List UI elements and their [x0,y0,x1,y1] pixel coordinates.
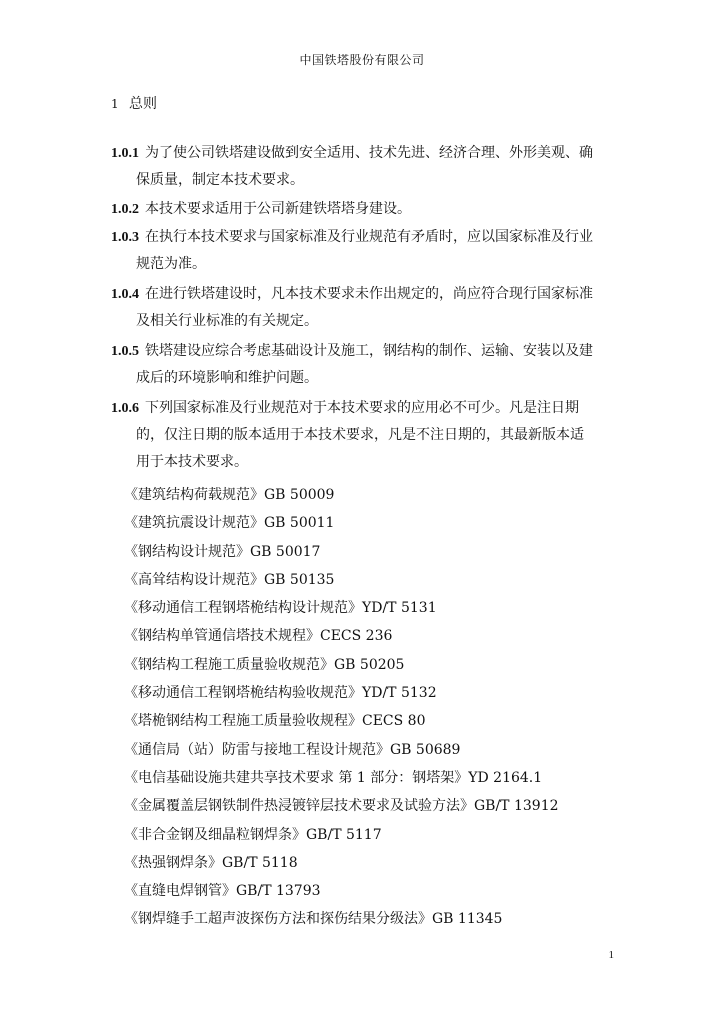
clause-line [111,140,613,167]
reference-item: 《直缝电焊钢管》GB/T 13793 [124,883,321,900]
reference-item: 《通信局（站）防雷与接地工程设计规范》GB 50689 [124,741,461,758]
clause-1-0-1 [111,140,613,194]
reference-item: 《建筑抗震设计规范》GB 50011 [124,515,335,532]
clause-text: 为了使公司铁塔建设做到安全适用、技术先进、经济合理、外形美观、确 [145,145,593,161]
clause-text: 铁塔建设应综合考虑基础设计及施工，钢结构的制作、运输、安装以及建 [145,343,593,359]
reference-list [124,481,559,934]
clause-number: 1.0.3 [111,230,139,245]
reference-item: 《钢结构工程施工质量验收规范》GB 50205 [124,656,405,673]
clause-text: 本技术要求适用于公司新建铁塔塔身建设。 [145,201,411,217]
clause-number: 1.0.4 [111,287,139,302]
chapter-number: 1 [111,97,119,111]
reference-item: 《移动通信工程钢塔桅结构设计规范》YD/T 5131 [124,600,437,617]
reference-item: 《金属覆盖层钢铁制件热浸镀锌层技术要求及试验方法》GB/T 13912 [124,798,559,815]
clause-1-0-5 [111,338,613,392]
clause-line [111,196,613,223]
clause-text: 在执行本技术要求与国家标准及行业规范有矛盾时，应以国家标准及行业 [145,229,593,245]
clause-line: 保质量，制定本技术要求。 [136,172,304,188]
clause-line: 成后的环境影响和维护问题。 [136,370,318,386]
reference-item: 《非合金钢及细晶粒钢焊条》GB/T 5117 [124,826,382,843]
reference-item: 《钢焊缝手工超声波探伤方法和探伤结果分级法》GB 11345 [124,911,503,928]
clause-1-0-4 [111,281,613,335]
clause-text: 下列国家标准及行业规范对于本技术要求的应用必不可少。凡是注日期 [145,400,579,416]
clause-line: 规范为准。 [136,256,206,272]
chapter-title: 总则 [129,96,157,112]
clause-number: 1.0.6 [111,401,139,416]
reference-item: 《塔桅钢结构工程施工质量验收规程》CECS 80 [124,713,426,730]
reference-item: 《电信基础设施共建共享技术要求 第 1 部分：钢塔架》YD 2164.1 [124,769,543,786]
page-header: 中国铁塔股份有限公司 [299,53,425,67]
reference-item: 《移动通信工程钢塔桅结构验收规范》YD/T 5132 [124,685,437,702]
page-number: 1 [608,949,614,961]
clause-line [111,281,613,308]
chapter-heading [111,94,157,114]
reference-item: 《高耸结构设计规范》GB 50135 [124,571,335,588]
clause-number: 1.0.5 [111,344,139,359]
clause-number: 1.0.1 [111,146,139,161]
clause-line [111,395,613,422]
clause-line: 及相关行业标准的有关规定。 [136,313,318,329]
reference-item: 《建筑结构荷载规范》GB 50009 [124,487,335,503]
clause-1-0-6 [111,395,613,476]
clause-1-0-3 [111,224,613,278]
clause-text: 在进行铁塔建设时，凡本技术要求未作出规定的，尚应符合现行国家标准 [145,286,593,302]
clause-line: 的，仅注日期的版本适用于本技术要求，凡是不注日期的，其最新版本适 [136,427,584,443]
reference-item: 《钢结构设计规范》GB 50017 [124,543,321,560]
clause-line [111,338,613,365]
clause-number: 1.0.2 [111,202,139,217]
reference-item: 《钢结构单管通信塔技术规程》CECS 236 [124,628,393,645]
reference-item: 《热强钢焊条》GB/T 5118 [124,854,298,871]
clause-line: 用于本技术要求。 [136,454,248,470]
clause-1-0-2 [111,196,613,223]
clause-line [111,224,613,251]
